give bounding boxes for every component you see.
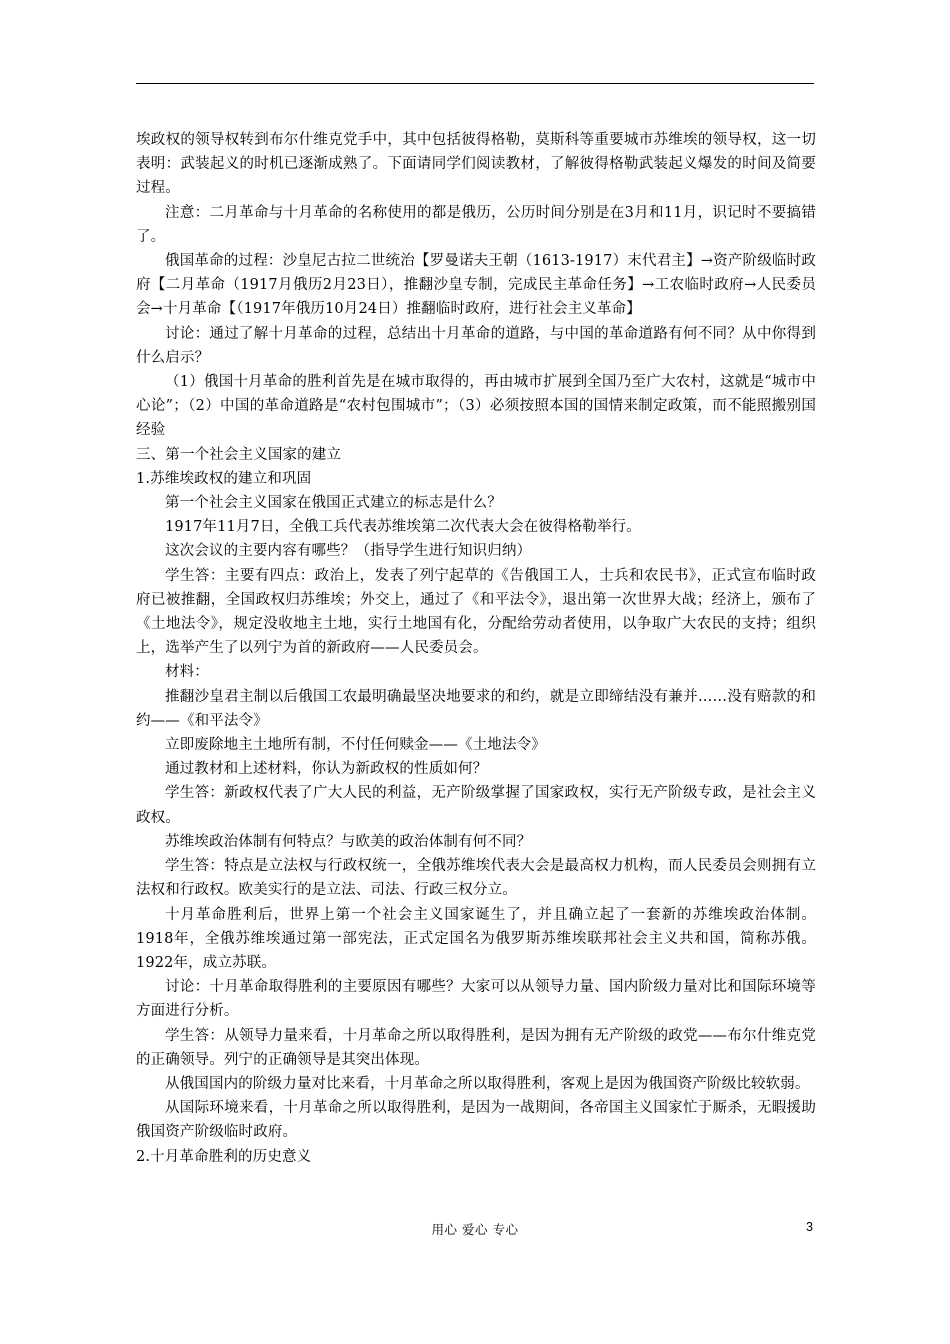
body-paragraph: 推翻沙皇君主制以后俄国工农最明确最坚决地要求的和约，就是立即缔结没有兼并……没有赔款的和约——《和平法令》	[136, 688, 816, 729]
body-paragraph: （1）俄国十月革命的胜利首先是在城市取得的，再由城市扩展到全国乃至广大农村，这就是“城市中心论”；（2）中国的革命道路是“农村包围城市”；（3）必须按照本国的国情来制定政策，而不能照搬别国经验	[136, 374, 816, 439]
document-body	[136, 128, 816, 1169]
body-paragraph: 苏维埃政治体制有何特点？与欧美的政治体制有何不同？	[165, 833, 532, 850]
page-number: 3	[806, 1220, 813, 1234]
section-heading: 三、第一个社会主义国家的建立	[136, 446, 342, 463]
body-paragraph: 学生答：特点是立法权与行政权统一，全俄苏维埃代表大会是最高权力机构，而人民委员会则拥有立法权和行政权。欧美实行的是立法、司法、行政三权分立。	[136, 858, 816, 899]
body-paragraph: 十月革命胜利后，世界上第一个社会主义国家诞生了，并且确立起了一套新的苏维埃政治体制。1918年，全俄苏维埃通过第一部宪法，正式定国名为俄罗斯苏维埃联邦社会主义共和国，简称苏俄。1922年，成立苏联。	[136, 906, 816, 971]
body-paragraph: 注意：二月革命与十月革命的名称使用的都是俄历，公历时间分别是在3月和11月，识记时不要搞错了。	[136, 204, 816, 245]
body-paragraph: 学生答：主要有四点：政治上，发表了列宁起草的《告俄国工人，士兵和农民书》，正式宣布临时政府已被推翻，全国政权归苏维埃；外交上，通过了《和平法令》，退出第一次世界大战；经济上，颁布了《土地法令》，规定没收地主土地，实行土地国有化，分配给劳动者使用，以争取广大农民的支持；组织上，选举产生了以列宁为首的新政府——人民委员会。	[136, 567, 816, 657]
body-paragraph: 俄国革命的过程：沙皇尼古拉二世统治【罗曼诺夫王朝（1613-1917）末代君主】→资产阶级临时政府【二月革命（1917月俄历2月23日），推翻沙皇专制，完成民主革命任务】→工农临时政府→人民委员会→十月革命【（1917年俄历10月24日）推翻临时政府，进行社会主义革命】	[136, 253, 816, 318]
body-paragraph: 从国际环境来看，十月革命之所以取得胜利，是因为一战期间，各帝国主义国家忙于厮杀，无暇援助俄国资产阶级临时政府。	[136, 1100, 816, 1141]
section-heading: 2.十月革命胜利的历史意义	[136, 1148, 312, 1165]
body-paragraph: 学生答：新政权代表了广大人民的利益，无产阶级掌握了国家政权，实行无产阶级专政，是社会主义政权。	[136, 785, 816, 826]
body-paragraph: 通过教材和上述材料，你认为新政权的性质如何？	[165, 761, 488, 778]
body-paragraph: 这次会议的主要内容有哪些？（指导学生进行知识归纳）	[165, 543, 532, 560]
body-paragraph: 学生答：从领导力量来看，十月革命之所以取得胜利，是因为拥有无产阶级的政党——布尔什维克党的正确领导。列宁的正确领导是其突出体现。	[136, 1027, 816, 1068]
body-paragraph: 讨论：通过了解十月革命的过程，总结出十月革命的道路，与中国的革命道路有何不同？从中你得到什么启示？	[136, 325, 816, 366]
section-heading: 1.苏维埃政权的建立和巩固	[136, 470, 312, 487]
body-paragraph: 立即废除地主土地所有制，不付任何赎金——《土地法令》	[165, 737, 546, 754]
body-paragraph: 埃政权的领导权转到布尔什维克党手中，其中包括彼得格勒，莫斯科等重要城市苏维埃的领导权，这一切表明：武装起义的时机已逐渐成熟了。下面请同学们阅读教材，了解彼得格勒武装起义爆发的时间及简要过程。	[136, 132, 816, 197]
body-paragraph: 第一个社会主义国家在俄国正式建立的标志是什么？	[165, 495, 502, 512]
body-paragraph: 从俄国国内的阶级力量对比来看，十月革命之所以取得胜利，客观上是因为俄国资产阶级比较软弱。	[165, 1075, 810, 1092]
footer-motto: 用心 爱心 专心	[431, 1222, 519, 1237]
body-paragraph: 材料：	[165, 664, 209, 681]
body-paragraph: 讨论：十月革命取得胜利的主要原因有哪些？大家可以从领导力量、国内阶级力量对比和国际环境等方面进行分析。	[136, 979, 816, 1020]
body-paragraph: 1917年11月7日，全俄工兵代表苏维埃第二次代表大会在彼得格勒举行。	[165, 519, 641, 536]
header-rule	[136, 83, 814, 84]
